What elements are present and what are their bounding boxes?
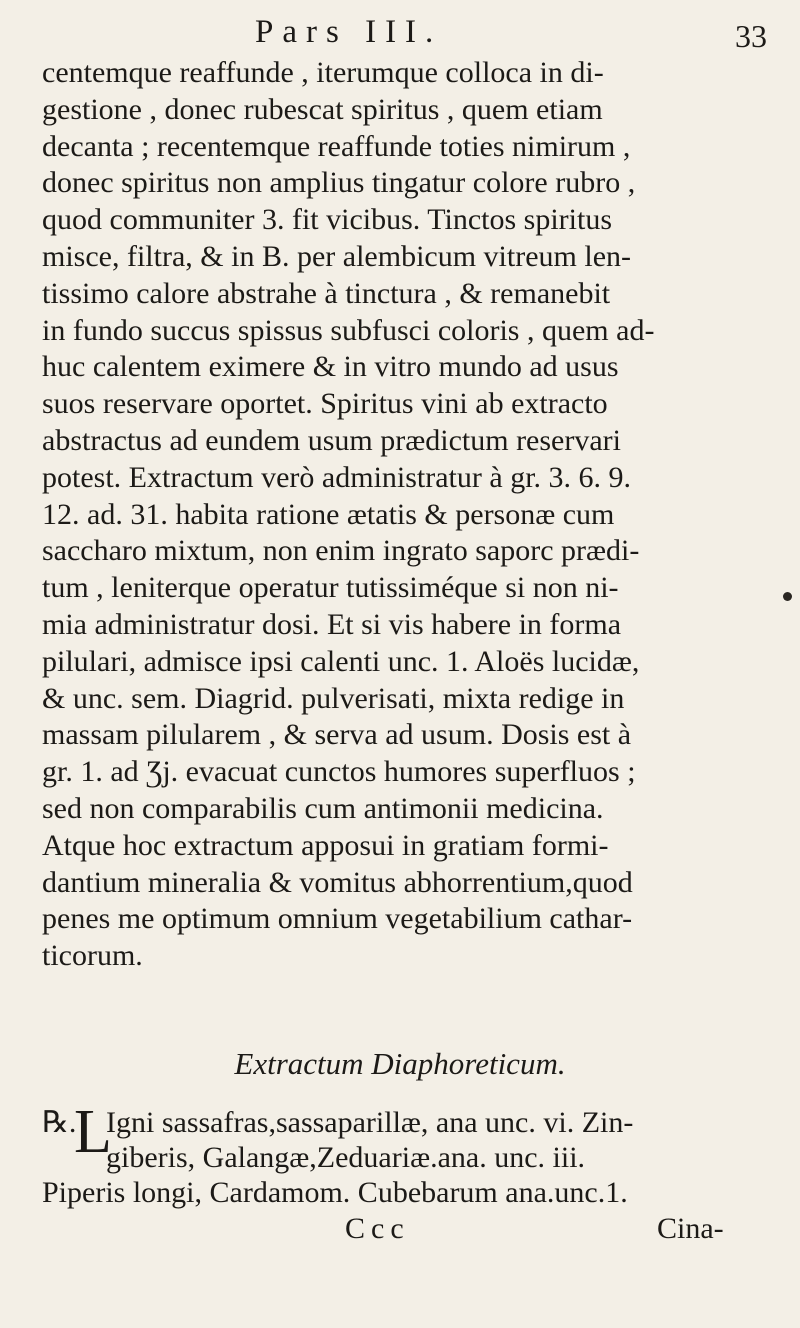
text-line: tum , leniterque operatur tutissiméque si non ni- — [42, 571, 619, 605]
recipe-line: Piperis longi, Cardamom. Cubebarum ana.unc.1. — [42, 1176, 628, 1209]
catchword: Cina- — [657, 1212, 724, 1245]
ink-spot — [783, 592, 792, 601]
recipe-line: giberis, Galangæ,Zeduariæ.ana. unc. iii. — [106, 1141, 586, 1174]
text-line: quod communiter 3. fit vicibus. Tinctos spiritus — [42, 203, 613, 237]
recipe-block — [42, 1098, 782, 1210]
page-footer — [0, 1212, 800, 1252]
text-line: centemque reaffunde , iterumque colloca in di- — [42, 56, 604, 89]
text-line: gestione , donec rubescat spiritus , quem etiam — [42, 92, 603, 126]
text-line: penes me optimum omnium vegetabilium cathar- — [42, 902, 633, 936]
text-line: pilulari, admisce ipsi calenti unc. 1. Aloës lucidæ, — [42, 644, 640, 678]
text-line: mia administratur dosi. Et si vis habere in forma — [42, 607, 622, 641]
text-line: in fundo succus spissus subfusci coloris , quem ad- — [42, 313, 655, 347]
running-head: Pars III. — [255, 14, 443, 50]
body-text — [42, 55, 782, 975]
text-line: massam pilularem , & serva ad usum. Dosis est à — [42, 718, 632, 752]
recipe-symbol: ℞. — [42, 1106, 77, 1139]
text-line: dantium mineralia & vomitus abhorrentium,quod — [42, 865, 633, 899]
section-heading: Extractum Diaphoreticum. — [234, 1046, 566, 1081]
recipe-line: Igni sassafras,sassaparillæ, ana unc. vi. Zin- — [106, 1106, 634, 1139]
signature-mark: Ccc — [345, 1212, 410, 1245]
text-line: ticorum. — [42, 939, 143, 973]
text-line: & unc. sem. Diagrid. pulverisati, mixta redige in — [42, 681, 625, 715]
text-line: potest. Extractum verò administratur à gr. 3. 6. 9. — [42, 460, 632, 494]
text-line: gr. 1. ad Ʒj. evacuat cunctos humores superfluos ; — [42, 755, 636, 789]
text-line: misce, filtra, & in B. per alembicum vitreum len- — [42, 239, 631, 273]
text-line: saccharo mixtum, non enim ingrato saporc prædi- — [42, 534, 640, 568]
text-line: suos reservare oportet. Spiritus vini ab extracto — [42, 387, 608, 421]
page-number: 33 — [735, 18, 767, 54]
page-header — [0, 10, 800, 54]
text-line: 12. ad. 31. habita ratione ætatis & personæ cum — [42, 497, 615, 531]
text-line: abstractus ad eundem usum prædictum reservari — [42, 423, 621, 457]
text-line: Atque hoc extractum apposui in gratiam formi- — [42, 828, 609, 862]
text-line: sed non comparabilis cum antimonii medicina. — [42, 791, 604, 825]
text-line: decanta ; recentemque reaffunde toties nimirum , — [42, 129, 631, 163]
text-line: donec spiritus non amplius tingatur colore rubro , — [42, 166, 636, 200]
text-line: huc calentem eximere & in vitro mundo ad usus — [42, 350, 619, 384]
drop-cap: L — [74, 1098, 112, 1166]
text-line: tissimo calore abstrahe à tinctura , & remanebit — [42, 276, 611, 310]
